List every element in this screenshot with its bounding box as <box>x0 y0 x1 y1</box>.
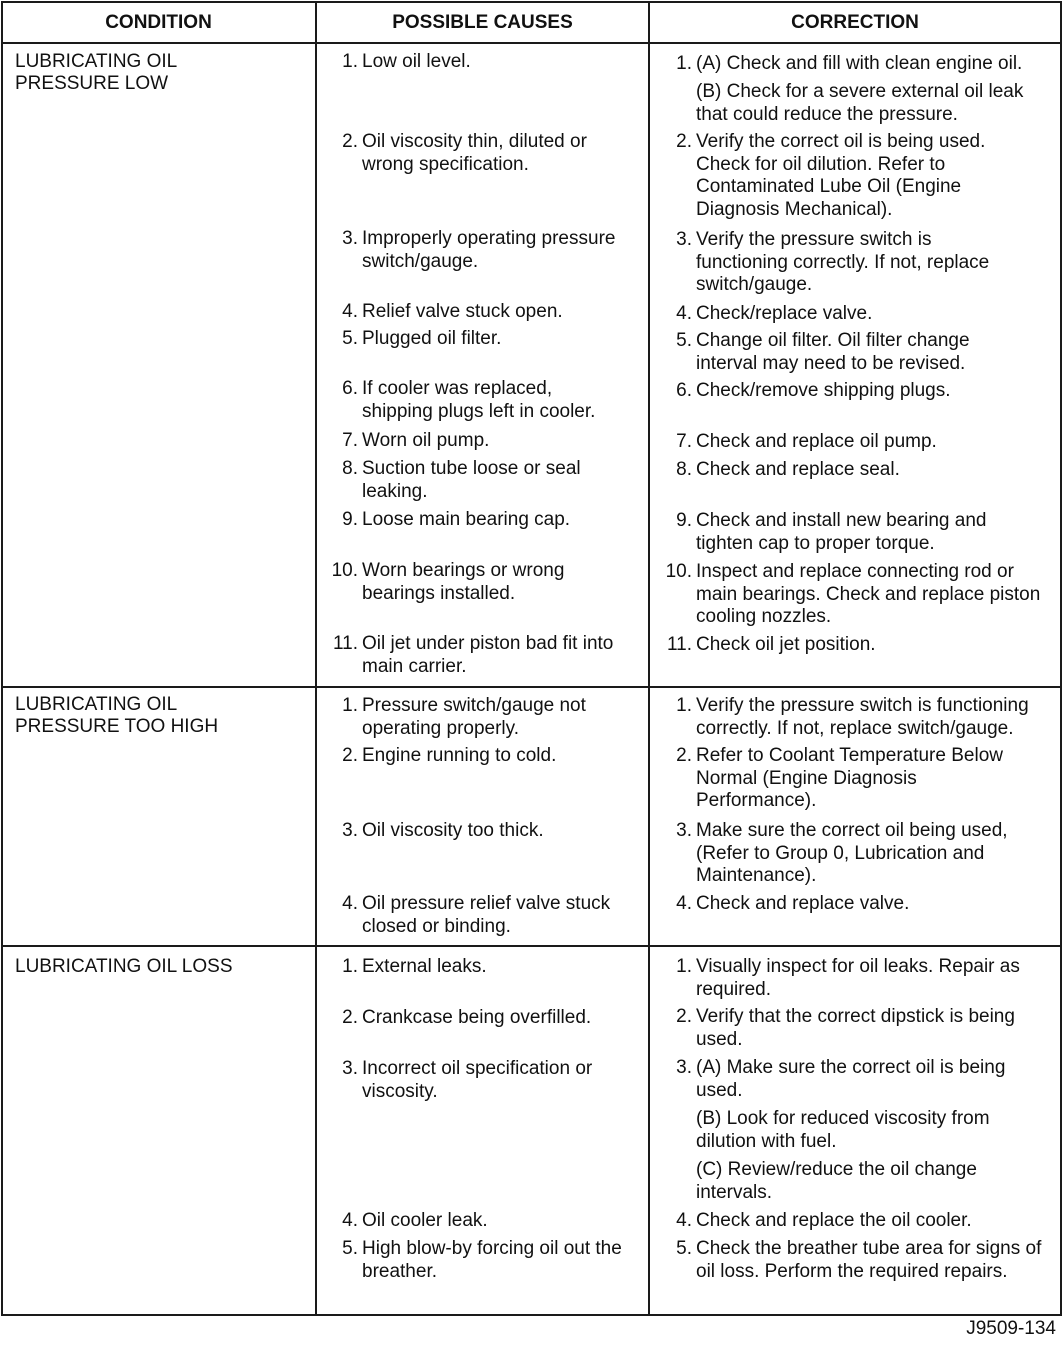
condition-label: LUBRICATING OIL LOSS <box>15 956 233 977</box>
table-left-border <box>1 1 3 1316</box>
table-right-border <box>1060 1 1062 1316</box>
correction-subitem: (B) Look for reduced viscosity from dilution with fuel. <box>696 1108 990 1152</box>
correction-subitem: (B) Check for a severe external oil leak that could reduce the pressure. <box>696 81 1024 125</box>
correction-subitem: (C) Review/reduce the oil change intervals. <box>696 1159 977 1203</box>
condition-label: LUBRICATING OIL PRESSURE TOO HIGH <box>15 694 219 737</box>
header-condition: CONDITION <box>105 12 212 33</box>
column-divider <box>315 1 317 1316</box>
column-divider <box>648 1 650 1316</box>
table-bottom-border <box>1 1314 1062 1316</box>
header-possible-causes: POSSIBLE CAUSES <box>392 12 573 33</box>
header-correction: CORRECTION <box>791 12 919 33</box>
table-top-border <box>1 1 1062 3</box>
condition-label: LUBRICATING OIL PRESSURE LOW <box>15 51 178 94</box>
figure-id: J9509-134 <box>966 1318 1056 1339</box>
troubleshooting-table: CONDITION POSSIBLE CAUSES CORRECTION LUBRICATING OIL PRESSURE LOW LUBRICATING OIL PRESSURE TOO HIGH LUBRICATING OIL LOSS 1. Low oil level. 1. (A) Check and fill with clean engine oil. (B) Check for a severe external oil leak that could reduce the pressure. 2. Oil viscosity thin, diluted or wrong specification. 2. Verify the correct oil is being used. Check for oil dilution. Refer to Contaminated Lube Oil (Engine Diagnosis Mechanical). 3. Improperly operating pressure switch/gauge. 3. Verify the pressure switch is functioning correctly. If not, replace switch/gauge. 4. Relief valve stuck open. 4. Check/replace valve. 5. Plugged oil filter. 5. Change oil filter. Oil filter change interval may need to be revised. 6. If cooler was replaced, shipping plugs left in cooler. 6. Check/remove shipping plugs. 7. Worn oil pump. 7. Check and replace oil pump. 8. Suction tube loose or seal leaking. 8. Check and replace seal. 9. Loose main bearing cap. 9. Check and install new bearing and tighten cap to proper torque. 10. Worn bearings or wrong bearings installed. 10. Inspect and replace connecting rod or main bearings. Check and replace piston cooling nozzles. 11. Oil jet under piston bad fit into main carrier. 11. Check oil jet position. 1. Pressure switch/gauge not operating properly. 1. Verify the pressure switch is functioning correctly. If not, replace switch/gauge. 2. Engine running to cold. 2. Refer to Coolant Temperature Below Normal (Engine Diagnosis Performance). 3. Oil viscosity too thick. 3. Make sure the correct oil being used, (Refer to Group 0, Lubrication and Maintenance). 4. Oil pressure relief valve stuck closed or binding. 4. Check and replace valve. 1. External leaks. 1. Visually inspect for oil leaks. Repair as required. 2. Crankcase being overfilled. 2. Verify that the correct dipstick is being used. 3. Incorrect oil specification or viscosity. 3. (A) Make sure the correct oil is being used. (B) Look for reduced viscosity from dilution with fuel. (C) Review/reduce the oil change intervals. 4. Oil cooler leak. 4. Check and replace the oil cooler. 5. High blow-by forcing oil out the breather. 5. Check the breather tube area for signs of oil loss. Perform the required repairs. J9509-134 <box>0 0 1064 1349</box>
section-divider <box>1 686 1062 688</box>
section-divider <box>1 945 1062 947</box>
header-bottom-border <box>1 42 1062 44</box>
